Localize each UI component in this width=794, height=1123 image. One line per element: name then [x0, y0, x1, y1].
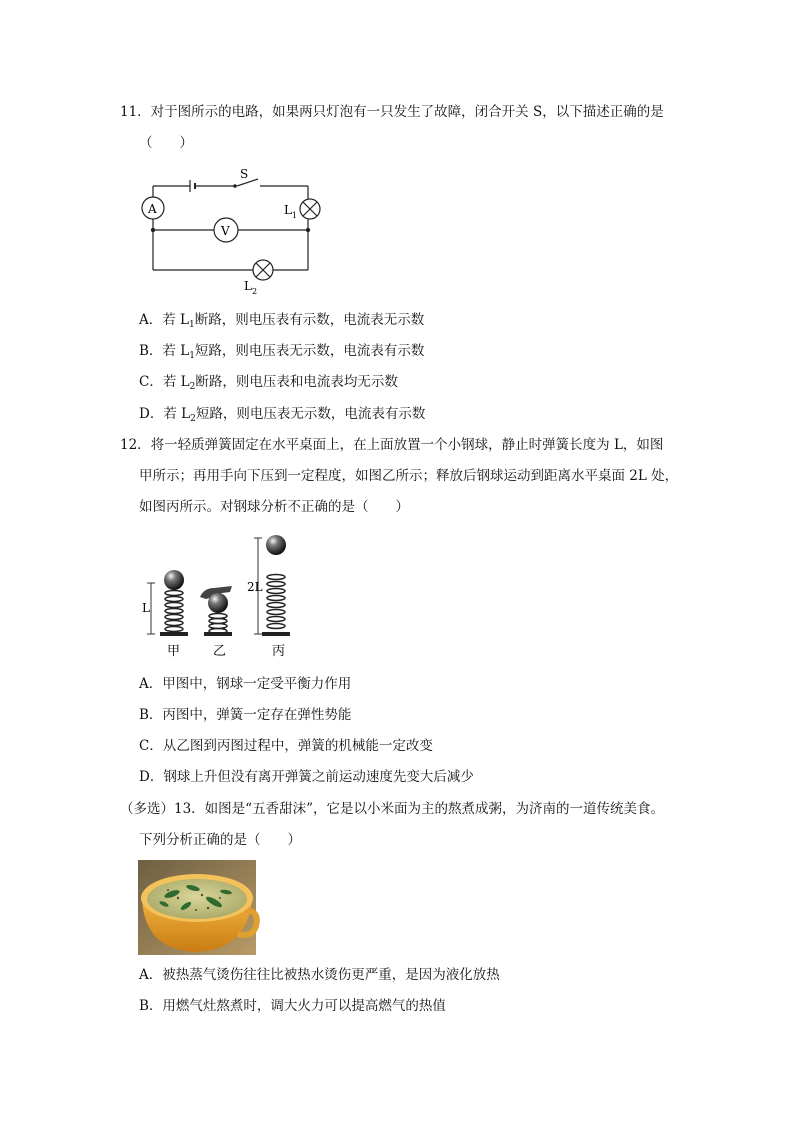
steel-ball-yi	[208, 593, 228, 613]
q12-option-c: C．从乙图到丙图过程中，弹簧的机械能一定改变	[139, 738, 433, 754]
voltmeter-label: V	[221, 224, 230, 238]
spring-bing	[267, 575, 285, 629]
switch-label: S	[240, 167, 249, 181]
q13-soup-photo	[138, 860, 256, 955]
q12-option-d: D．钢球上升但没有离开弹簧之前运动速度先变大后减少	[139, 769, 474, 785]
length-label-2l: 2L	[247, 580, 263, 594]
q11-answer-blank: （ ）	[139, 135, 193, 151]
q11-option-c: C．若 $L_2$断路，则电压表和电流表均无示数	[139, 374, 398, 392]
base-bing	[262, 632, 290, 636]
q12-stem-line3: 如图丙所示。对钢球分析不正确的是（ ）	[139, 499, 409, 515]
spring-yi	[209, 614, 227, 634]
q12-spring-diagram	[135, 530, 305, 660]
q12-option-b: B．丙图中，弹簧一定存在弹性势能	[139, 707, 352, 723]
ammeter-label: A	[148, 202, 157, 216]
q12-option-a: A．甲图中，钢球一定受平衡力作用	[139, 676, 352, 692]
junction-dot-left	[151, 228, 155, 232]
base-yi	[204, 632, 232, 636]
switch-contact	[233, 184, 237, 188]
lamp1-label: L	[284, 203, 292, 217]
lamp1-subscript: 1	[292, 211, 298, 220]
lamp2-label: L	[244, 279, 252, 293]
q11-option-b: B．若 $L_1$短路，则电压表无示数，电流表有示数	[139, 343, 425, 361]
caption-jia: 甲	[167, 644, 181, 659]
junction-dot-right	[306, 228, 310, 232]
base-jia	[160, 632, 188, 636]
q12-stem-line1: 12．将一轻质弹簧固定在水平桌面上，在上面放置一个小钢球，静止时弹簧长度为 L，如图	[120, 437, 664, 453]
q13-option-b: B．用燃气灶熬煮时，调大火力可以提高燃气的热值	[139, 998, 446, 1014]
spring-jia	[165, 591, 183, 632]
q13-stem-line1: （多选）13．如图是“五香甜沫”，它是以小米面为主的熬煮成粥，为济南的一道传统美食。	[120, 801, 664, 817]
q13-option-a: A．被热蒸气烫伤往往比被热水烫伤更严重，是因为液化放热	[139, 967, 500, 983]
figure-yi	[200, 586, 232, 636]
q11-circuit-diagram	[130, 165, 330, 300]
steel-ball-jia	[164, 570, 184, 590]
steel-ball-bing	[266, 535, 286, 555]
lamp2-subscript: 2	[252, 287, 258, 296]
length-label-l: L	[142, 601, 150, 615]
soup-surface	[147, 879, 247, 919]
q13-stem-line2: 下列分析正确的是（ ）	[139, 832, 301, 848]
caption-yi: 乙	[213, 644, 227, 659]
q11-option-d: D．若 $L_2$短路，则电压表无示数，电流表有示数	[139, 406, 426, 424]
q11-stem: 11．对于图所示的电路，如果两只灯泡有一只发生了故障，闭合开关 S，以下描述正确的是	[120, 104, 664, 120]
figure-jia	[147, 570, 188, 636]
caption-bing: 丙	[272, 644, 286, 659]
q11-option-a: A．若 $L_1$断路，则电压表有示数，电流表无示数	[139, 312, 425, 330]
q12-stem-line2: 甲所示；再用手向下压到一定程度，如图乙所示；释放后钢球运动到距离水平桌面 2L 处，	[139, 468, 679, 484]
